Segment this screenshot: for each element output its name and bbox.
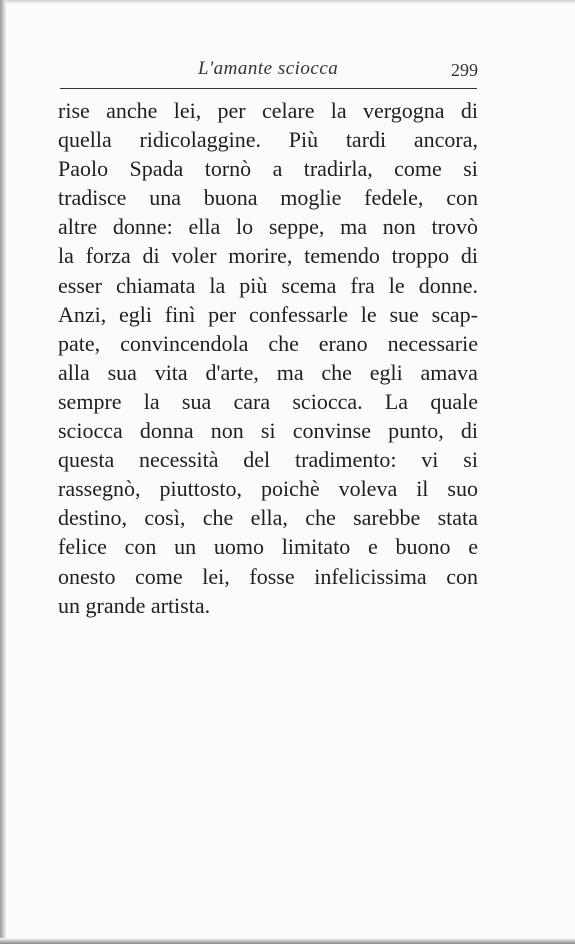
text-line: rise anche lei, per celare la vergogna di <box>58 98 478 123</box>
running-head <box>58 56 478 86</box>
text-line: un grande artista. <box>58 592 211 618</box>
header-rule <box>60 88 477 89</box>
text-line: altre donne: ella lo seppe, ma non trovò <box>58 214 478 240</box>
text-line: esser chiamata la più scema fra le donne. <box>58 272 478 298</box>
body-text <box>58 96 478 620</box>
text-line: Paolo Spada tornò a tradirla, come si <box>58 156 478 182</box>
page-bottom-edge <box>0 938 575 944</box>
text-line: la forza di voler morire, temendo troppo di <box>58 243 478 269</box>
text-line: pate, convincendola che erano necessarie <box>58 330 478 356</box>
text-line: quella ridicolaggine. Più tardi ancora, <box>58 127 478 153</box>
page-gutter-shadow <box>0 0 6 944</box>
text-line: destino, così, che ella, che sarebbe stata <box>58 505 478 531</box>
text-line: sciocca donna non si convinse punto, di <box>58 418 478 444</box>
text-line: felice con un uomo limitato e buono e <box>58 534 478 560</box>
text-line: tradisce una buona moglie fedele, con <box>58 185 478 211</box>
text-line: sempre la sua cara sciocca. La quale <box>58 388 478 414</box>
text-line: onesto come lei, fosse infelicissima con <box>58 563 478 589</box>
text-line: Anzi, egli finì per confessarle le sue scap- <box>58 301 478 327</box>
text-line: alla sua vita d'arte, ma che egli amava <box>58 359 478 385</box>
running-title: L'amante sciocca <box>198 58 339 79</box>
page-top-edge <box>0 0 575 4</box>
text-line: questa necessità del tradimento: vi si <box>58 447 478 473</box>
page-number: 299 <box>451 60 478 80</box>
text-line: rassegnò, piuttosto, poichè voleva il suo <box>58 476 478 502</box>
